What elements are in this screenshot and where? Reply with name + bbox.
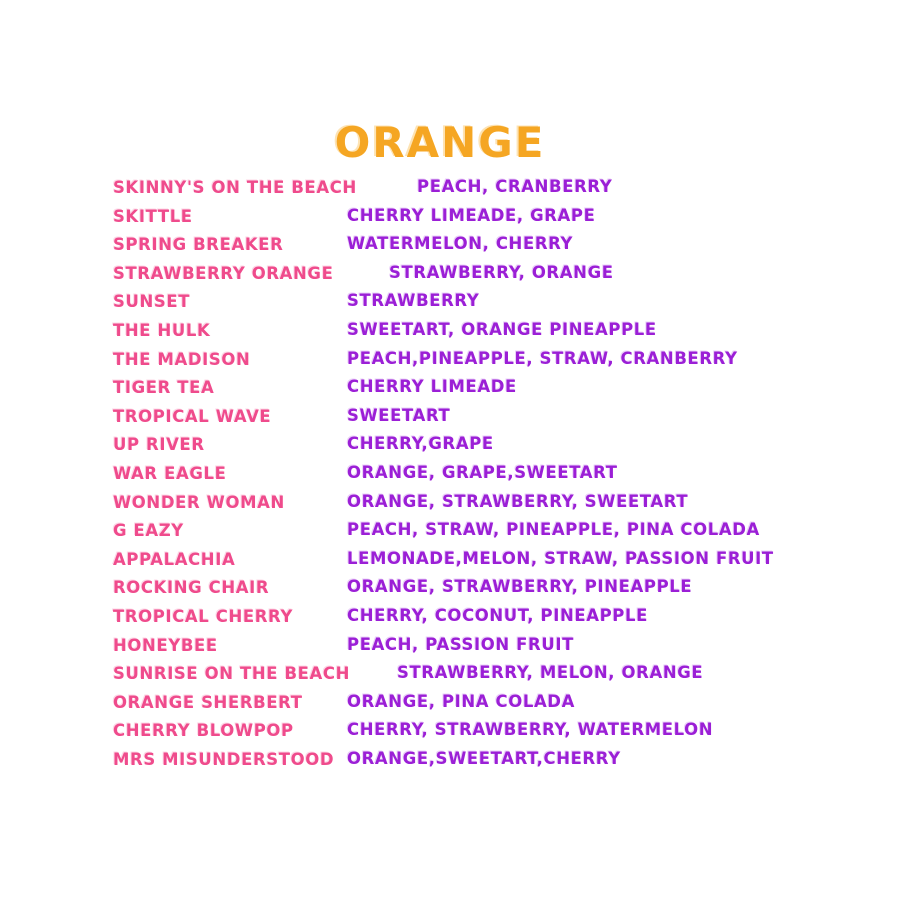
drink-flavors: PEACH, PASSION FRUIT	[347, 634, 574, 654]
drink-name: TIGER TEA	[113, 378, 215, 398]
drink-list	[113, 174, 813, 774]
drink-name: SPRING BREAKER	[113, 235, 284, 255]
drink-name: SUNSET	[113, 292, 191, 312]
drink-name: WONDER WOMAN	[113, 492, 285, 512]
drink-name: SKITTLE	[113, 206, 193, 226]
drink-name: TROPICAL CHERRY	[113, 606, 294, 626]
drink-flavors: ORANGE, GRAPE,SWEETART	[347, 462, 618, 482]
list-item	[113, 174, 813, 203]
list-item	[113, 431, 813, 460]
drink-name: TROPICAL WAVE	[113, 406, 272, 426]
list-item	[113, 317, 813, 346]
list-item	[113, 632, 813, 661]
drink-flavors: SWEETART, ORANGE PINEAPPLE	[347, 319, 657, 339]
page-title: ORANGE	[334, 118, 546, 167]
drink-name: MRS MISUNDERSTOOD	[113, 749, 335, 769]
list-item	[113, 489, 813, 518]
drink-flavors: PEACH, CRANBERRY	[417, 177, 613, 196]
drink-name: THE HULK	[113, 320, 211, 340]
list-item	[113, 717, 813, 746]
list-item	[113, 346, 813, 375]
drink-flavors: ORANGE, STRAWBERRY, SWEETART	[347, 491, 689, 511]
drink-flavors: ORANGE, PINA COLADA	[347, 691, 575, 711]
drink-flavors: STRAWBERRY	[347, 291, 480, 311]
drink-flavors: STRAWBERRY, ORANGE	[389, 262, 614, 282]
list-item	[113, 231, 813, 260]
drink-flavors: CHERRY, COCONUT, PINEAPPLE	[347, 605, 648, 625]
drink-name: SUNRISE ON THE BEACH	[113, 664, 351, 684]
drink-flavors: LEMONADE,MELON, STRAW, PASSION FRUIT	[347, 548, 774, 568]
drink-flavors: CHERRY LIMEADE, GRAPE	[347, 205, 596, 225]
list-item	[113, 460, 813, 489]
drink-name: UP RIVER	[113, 435, 205, 455]
list-item	[113, 403, 813, 432]
list-item	[113, 203, 813, 232]
list-item	[113, 660, 813, 689]
list-item	[113, 546, 813, 575]
drink-flavors: CHERRY, STRAWBERRY, WATERMELON	[347, 720, 714, 740]
list-item	[113, 689, 813, 718]
list-item	[113, 374, 813, 403]
drink-name: ROCKING CHAIR	[113, 578, 270, 598]
drink-name: HONEYBEE	[113, 635, 218, 655]
list-item	[113, 603, 813, 632]
drink-name: ORANGE SHERBERT	[113, 692, 303, 712]
drink-flavors: WATERMELON, CHERRY	[347, 234, 574, 254]
drink-flavors: ORANGE, STRAWBERRY, PINEAPPLE	[347, 577, 693, 597]
drink-name: THE MADISON	[113, 349, 251, 369]
drink-flavors: CHERRY,GRAPE	[347, 434, 494, 454]
drink-name: WAR EAGLE	[113, 463, 227, 483]
drink-flavors: PEACH, STRAW, PINEAPPLE, PINA COLADA	[347, 520, 760, 540]
list-item	[113, 288, 813, 317]
list-item	[113, 517, 813, 546]
drink-flavors: SWEETART	[347, 405, 451, 425]
drink-name: APPALACHIA	[113, 549, 236, 569]
drink-name: SKINNY'S ON THE BEACH	[113, 178, 357, 197]
drink-flavors: CHERRY LIMEADE	[347, 377, 517, 397]
drink-name: CHERRY BLOWPOP	[113, 721, 294, 741]
list-item	[113, 260, 813, 289]
drink-flavors: STRAWBERRY, MELON, ORANGE	[397, 663, 704, 683]
drink-flavors: PEACH,PINEAPPLE, STRAW, CRANBERRY	[347, 348, 738, 368]
list-item	[113, 574, 813, 603]
list-item	[113, 746, 813, 775]
drink-name: STRAWBERRY ORANGE	[113, 263, 334, 283]
drink-name: G EAZY	[113, 521, 184, 541]
drink-flavors: ORANGE,SWEETART,CHERRY	[347, 748, 621, 768]
